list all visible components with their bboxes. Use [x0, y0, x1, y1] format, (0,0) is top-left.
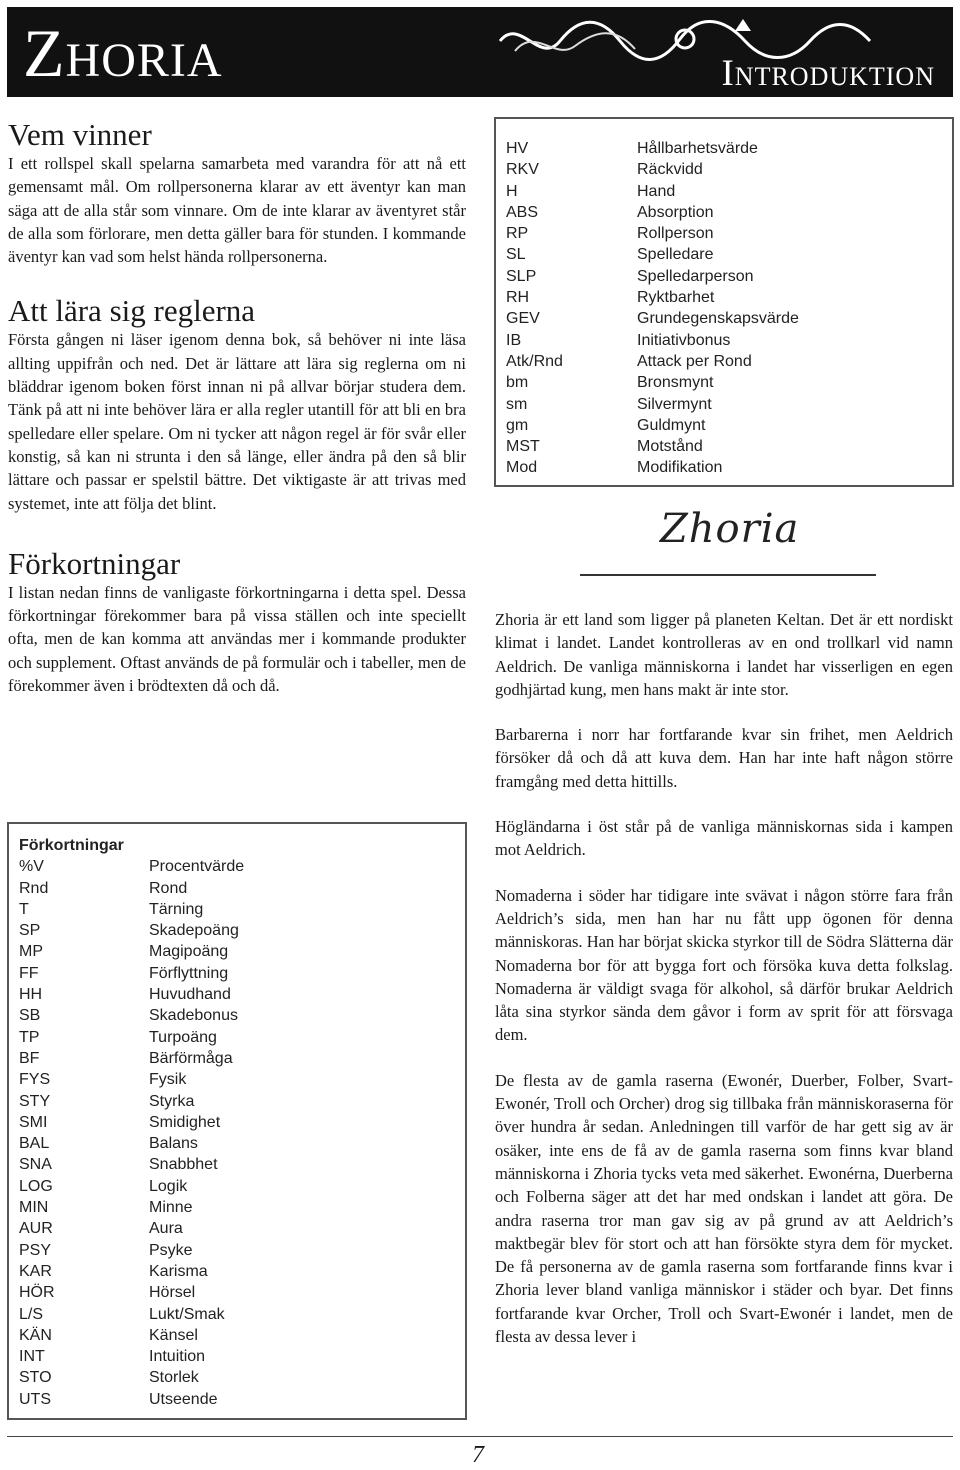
abbreviation-code: SMI — [19, 1113, 48, 1131]
abbreviation-code: MP — [19, 943, 43, 961]
abbreviation-code: RP — [506, 225, 529, 243]
abbreviation-code: SNA — [19, 1156, 52, 1174]
abbreviation-meaning: Spelledarperson — [637, 267, 754, 285]
abbreviation-meaning: Motstånd — [637, 438, 703, 456]
abbreviation-row — [19, 1154, 465, 1175]
abbreviation-meaning: Skadepoäng — [149, 922, 239, 940]
abbreviation-code: ABS — [506, 203, 539, 221]
footer-divider — [7, 1436, 953, 1437]
abbreviation-row — [19, 1091, 465, 1112]
paragraph-nomaderna: Nomaderna i söder har tidigare inte svävat i någon större fara från Aeldrich’s sida, men han har nu fått upp ögonen för denna människoras. Han har börjat skicka styrkor till de Södra Slätterna där Nomaderna bor för att bygga fort och försöka kuva detta folkslag. Nomaderna är väldigt svaga för alkohol, så därför brukar Aeldrich låta sina styrkor sända dem gåvor i form av sprit för att försvaga dem. — [495, 885, 953, 1045]
abbreviation-code: INT — [19, 1348, 45, 1366]
abbreviation-meaning: Grundegenskapsvärde — [637, 310, 799, 328]
abbreviation-meaning: Styrka — [149, 1092, 195, 1110]
abbreviation-row — [506, 308, 952, 329]
abbreviation-code: SB — [19, 1007, 41, 1025]
abbreviation-code: PSY — [19, 1241, 52, 1259]
abbreviation-row — [19, 1282, 465, 1303]
right-column — [495, 608, 953, 1348]
abbreviation-row — [19, 1176, 465, 1197]
abbreviation-code: T — [19, 900, 29, 918]
page-number: 7 — [472, 1442, 484, 1468]
abbreviation-row — [19, 963, 465, 984]
abbreviation-meaning: Turpoäng — [149, 1028, 217, 1046]
abbreviation-code: HH — [19, 986, 43, 1004]
abbreviation-row — [19, 1304, 465, 1325]
abbreviation-meaning: Hörsel — [149, 1284, 196, 1302]
abbreviation-meaning: Intuition — [149, 1348, 206, 1366]
abbreviation-row — [19, 1367, 465, 1388]
abbreviation-row — [19, 920, 465, 941]
abbreviation-code: BAL — [19, 1135, 50, 1153]
abbreviation-meaning: Balans — [149, 1135, 198, 1153]
abbreviation-meaning: Bronsmynt — [637, 374, 714, 392]
abbreviation-row — [506, 394, 952, 415]
abbreviation-row — [19, 1240, 465, 1261]
header-title: Zhoria — [23, 15, 223, 91]
abbreviation-row — [506, 181, 952, 202]
abbreviation-row — [506, 223, 952, 244]
abbreviation-code: Mod — [506, 459, 538, 477]
abbreviation-code: FF — [19, 964, 39, 982]
abbreviation-meaning: Rond — [149, 879, 188, 897]
abbreviation-code: STY — [19, 1092, 51, 1110]
header-subtitle: Introduktion — [721, 53, 935, 94]
abbreviation-meaning: Känsel — [149, 1326, 198, 1344]
abbreviation-meaning: Guldmynt — [637, 416, 706, 434]
abbreviation-code: RKV — [506, 161, 539, 179]
abbreviation-code: H — [506, 182, 518, 200]
abbreviation-box-left — [7, 822, 467, 1420]
abbreviation-row — [506, 415, 952, 436]
abbreviation-meaning: Huvudhand — [149, 986, 231, 1004]
abbreviation-meaning: Snabbhet — [149, 1156, 218, 1174]
abbreviation-code: Atk/Rnd — [506, 352, 563, 370]
paragraph-forkortningar: I listan nedan finns de vanligaste förkortningarna i detta spel. Dessa förkortningar förekommer bara på vissa ställen och inte speciellt ofta, men de kan komma att användas mer i kommande produkter och supplement. Oftast används de på formulär och i tabeller, men de förekommer även i brödtexten då och då. — [8, 582, 466, 696]
abbreviation-code: bm — [506, 374, 529, 392]
abbreviation-code: %V — [19, 858, 44, 876]
abbreviation-meaning: Attack per Rond — [637, 352, 752, 370]
abbreviation-code: IB — [506, 331, 522, 349]
abbreviation-meaning: Skadebonus — [149, 1007, 238, 1025]
abbreviation-meaning: Karisma — [149, 1262, 208, 1280]
abbreviation-code: SL — [506, 246, 526, 264]
abbreviation-row — [19, 1389, 465, 1410]
abbreviation-row — [19, 941, 465, 962]
paragraph-hoglandarna: Högländarna i öst står på de vanliga människornas sida i kampen mot Aeldrich. — [495, 817, 953, 860]
abbreviation-code: AUR — [19, 1220, 53, 1238]
zhoria-logo: Zhoria — [660, 506, 800, 552]
abbreviation-code: SP — [19, 922, 41, 940]
abbreviation-row — [19, 1112, 465, 1133]
abbreviation-row — [506, 436, 952, 457]
abbreviation-code: sm — [506, 395, 528, 413]
page-header — [7, 7, 953, 97]
heading-lara-regler: Att lära sig reglerna — [8, 293, 256, 329]
abbreviation-code: BF — [19, 1049, 40, 1067]
abbreviation-meaning: Magipoäng — [149, 943, 229, 961]
abbreviation-code: KAR — [19, 1262, 52, 1280]
abbreviation-meaning: Rollperson — [637, 225, 714, 243]
abbreviation-row — [19, 1027, 465, 1048]
abbreviation-code: LOG — [19, 1177, 53, 1195]
abbreviation-code: Rnd — [19, 879, 49, 897]
abbreviation-row — [506, 159, 952, 180]
abbreviation-meaning: Smidighet — [149, 1113, 221, 1131]
abbreviation-row — [19, 1197, 465, 1218]
abbreviation-meaning: Procentvärde — [149, 858, 245, 876]
abbreviation-row — [19, 1048, 465, 1069]
paragraph-zhoria-intro: Zhoria är ett land som ligger på planeten Keltan. Det är ett nordiskt klimat i landet. Landet kontrolleras av en ond trollkarl vid namn Aeldrich. De vanliga människorna i landet har visserligen en egen godhjärtad kung, men hans makt är inte stor. — [495, 610, 953, 699]
abbreviation-row — [506, 244, 952, 265]
abbreviation-code: GEV — [506, 310, 540, 328]
abbreviation-row — [506, 287, 952, 308]
abbreviation-meaning: Silvermynt — [637, 395, 712, 413]
abbreviation-row — [19, 878, 465, 899]
abbreviation-box-title: Förkortningar — [19, 837, 124, 854]
abbreviation-code: FYS — [19, 1071, 51, 1089]
abbreviation-meaning: Räckvidd — [637, 161, 703, 179]
abbreviation-row — [19, 1346, 465, 1367]
abbreviation-row — [506, 372, 952, 393]
paragraph-gamla-raser: De flesta av de gamla raserna (Ewonér, Duerber, Folber, Svart-Ewonér, Troll och Orcher) drog sig tillbaka från människoraserna för över hundra år sedan. Anledningen till varför de har gett sig av är osäker, inte ens de få av de gamla raserna som finns kvar bland människorna i Zhoria tycks veta med säkerhet. Ewonérna, Duerberna och Folberna säger att det har med ondskan i landet att göra. De andra raserna tror man gav sig av på grund av att Aeldrich’s maktbegär blev för stort och att han försökte styra dem för mycket. De få personerna av de gamla raserna som fortfarande finns kvar i Zhoria lever bland vanliga människor i städer och byar. Det finns fortfarande kvar Orcher, Troll och Svart-Ewonér i landet, men de flesta av dessa lever i — [495, 1070, 953, 1347]
abbreviation-code: MIN — [19, 1199, 49, 1217]
abbreviation-meaning: Storlek — [149, 1369, 199, 1387]
paragraph-barbarerna: Barbarerna i norr har fortfarande kvar sin frihet, men Aeldrich försöker då och då att kuva dem. Han har inte haft någon större framgång med detta hittills. — [495, 725, 953, 791]
left-column — [8, 118, 466, 697]
heading-vem-vinner: Vem vinner — [8, 117, 152, 152]
abbreviation-row — [19, 1218, 465, 1239]
abbreviation-code: KÄN — [19, 1326, 52, 1344]
abbreviation-row — [19, 1133, 465, 1154]
abbreviation-meaning: Lukt/Smak — [149, 1305, 225, 1323]
heading-forkortningar: Förkortningar — [8, 545, 181, 581]
abbreviation-code: RH — [506, 289, 530, 307]
abbreviation-row — [19, 1005, 465, 1026]
logo-underline — [580, 574, 876, 576]
abbreviation-meaning: Spelledare — [637, 246, 714, 264]
abbreviation-code: gm — [506, 416, 529, 434]
paragraph-vem-vinner: I ett rollspel skall spelarna samarbeta med varandra för att nå ett gemensamt mål. Om rollpersonerna klarar av ett äventyr kan man säga att de alla står som vinnare. Om de inte klarar av äventyret står de alla som förlorare, men detta gäller bara för stunden. I kommande äventyr kan vad som helst hända rollpersonerna. — [8, 154, 466, 267]
abbreviation-code: HÖR — [19, 1284, 55, 1302]
abbreviation-code: HV — [506, 140, 529, 157]
abbreviation-code: TP — [19, 1028, 40, 1046]
abbreviation-row — [506, 138, 952, 159]
abbreviation-meaning: Aura — [149, 1220, 183, 1238]
abbreviation-box-right — [494, 117, 954, 487]
abbreviation-meaning: Utseende — [149, 1390, 218, 1408]
abbreviation-row — [19, 984, 465, 1005]
abbreviation-meaning: Absorption — [637, 203, 714, 221]
abbreviation-meaning: Hand — [637, 182, 676, 200]
abbreviation-code: STO — [19, 1369, 52, 1387]
abbreviation-row — [506, 330, 952, 351]
abbreviation-row — [19, 899, 465, 920]
abbreviation-row — [506, 202, 952, 223]
abbreviation-meaning: Förflyttning — [149, 964, 229, 982]
abbreviation-code: UTS — [19, 1390, 51, 1408]
abbreviation-code: SLP — [506, 267, 537, 285]
abbreviation-meaning: Modifikation — [637, 459, 723, 477]
abbreviation-row — [19, 856, 465, 877]
abbreviation-meaning: Minne — [149, 1199, 193, 1217]
abbreviation-meaning: Hållbarhetsvärde — [637, 140, 758, 157]
abbreviation-row — [506, 351, 952, 372]
abbreviation-meaning: Psyke — [149, 1241, 193, 1259]
abbreviation-row — [19, 1069, 465, 1090]
abbreviation-meaning: Initiativbonus — [637, 331, 731, 349]
abbreviation-code: MST — [506, 438, 540, 456]
abbreviation-row — [506, 457, 952, 478]
paragraph-lara-regler: Första gången ni läser igenom denna bok, så behöver ni inte läsa allting uppifrån och ned. Det är lättare att lära sig reglerna om ni bläddrar igenom boken först innan ni på allvar börjar studera dem. Tänk på att ni inte behöver lära er alla regler utantill för att bli en bra spelledare eller spelare. Om ni tycker att någon regel är för svår eller konstig, så kan ni strunta i den så länge, eller ändra på den så blir lättare och passar er spelstil bättre. Det viktigaste är att trivas med systemet, inte att följa det blint. — [8, 330, 466, 513]
abbreviation-row — [19, 1261, 465, 1282]
abbreviation-code: L/S — [19, 1305, 44, 1323]
abbreviation-meaning: Tärning — [149, 900, 204, 918]
abbreviation-meaning: Fysik — [149, 1071, 187, 1089]
abbreviation-meaning: Ryktbarhet — [637, 289, 715, 307]
abbreviation-row — [506, 266, 952, 287]
abbreviation-meaning: Bärförmåga — [149, 1049, 233, 1067]
abbreviation-row — [19, 1325, 465, 1346]
abbreviation-meaning: Logik — [149, 1177, 188, 1195]
